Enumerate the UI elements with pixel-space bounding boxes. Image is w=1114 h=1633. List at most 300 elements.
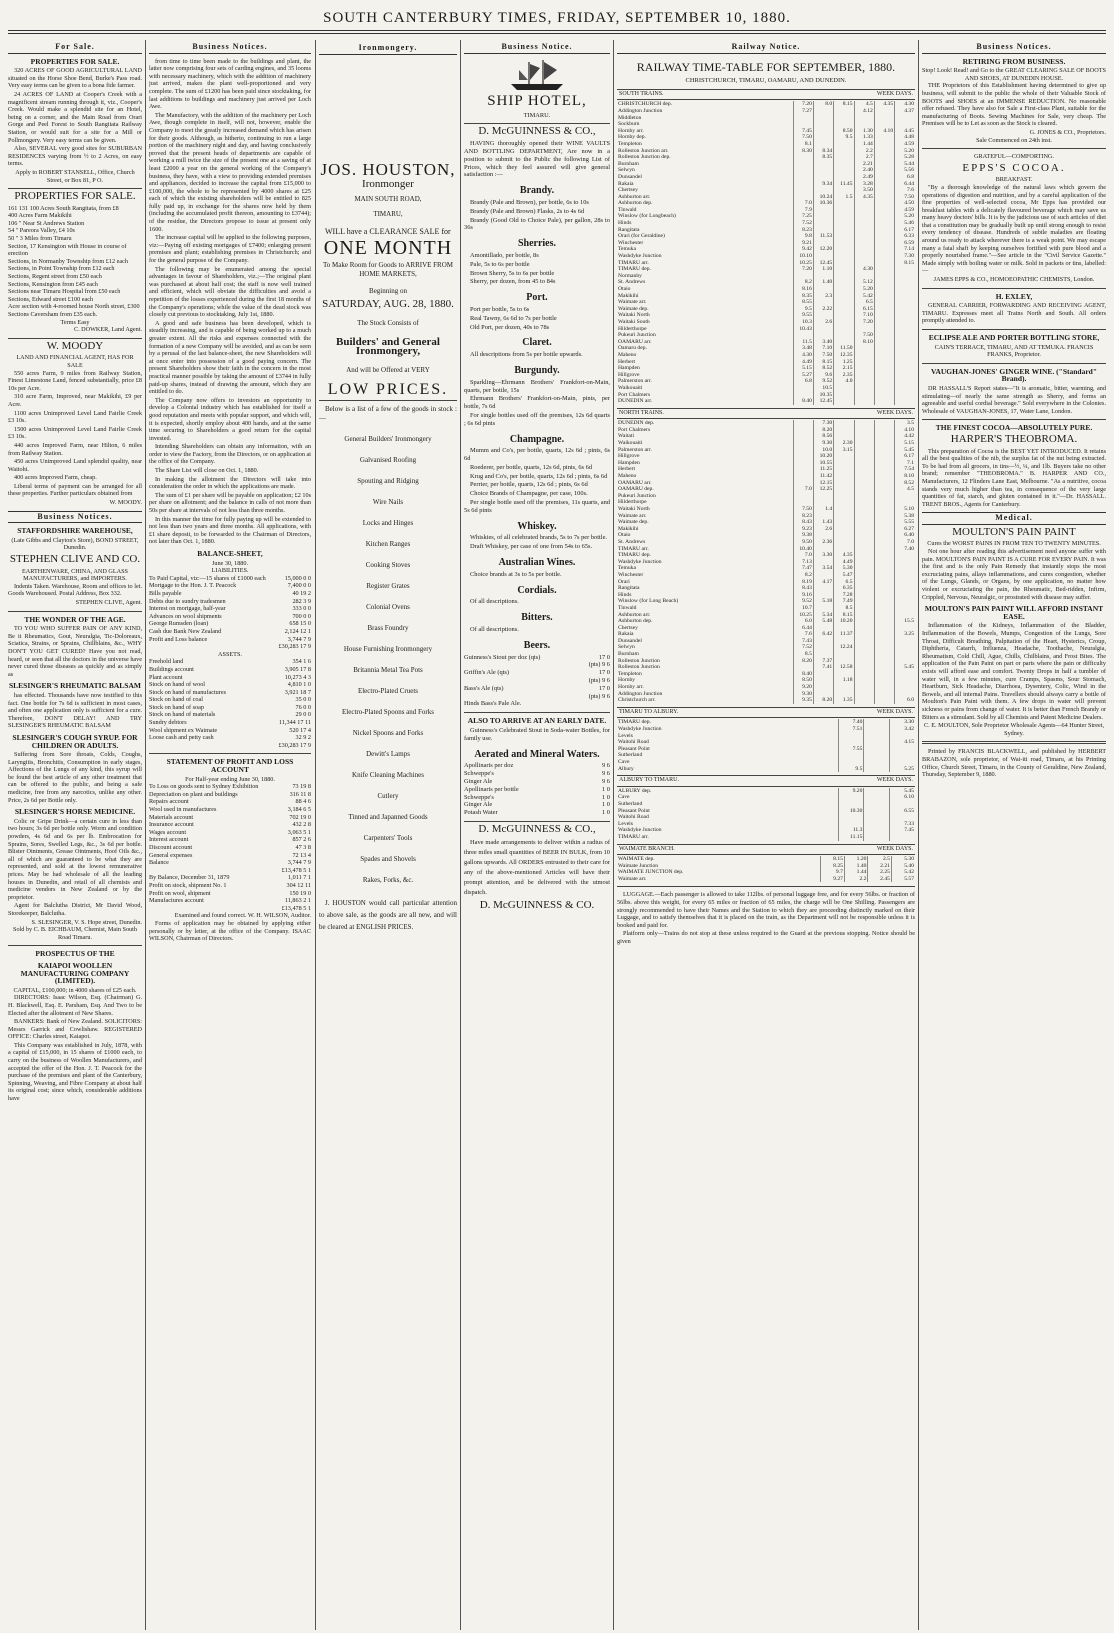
list-item: 400 Acres Farm Makikihi: [8, 212, 72, 220]
departure-time: 4.59: [895, 207, 915, 214]
ledger-row: [464, 778, 610, 786]
departure-time: [834, 200, 854, 207]
price-section-title: Whiskey.: [517, 520, 557, 532]
departure-time: 4.10: [895, 427, 915, 434]
ledger-item: Guinness's Stout per doz (qts): [464, 653, 541, 661]
station-name: Chertsey: [618, 624, 638, 631]
departure-time: [895, 559, 915, 566]
departure-time: 8.23: [793, 513, 813, 520]
departure-time: [854, 440, 874, 447]
departure-time: [854, 638, 874, 645]
ad-title: D. McGUINNESS & CO.,: [478, 822, 596, 835]
paragraph: Intending Shareholders can obtain any information, with an order to view the Factory, from the Directors, or on application at the office of the Company.: [149, 443, 311, 466]
timetable-row: [617, 739, 915, 746]
departure-time: [813, 220, 833, 227]
departure-time: [854, 697, 874, 704]
divider: [464, 712, 610, 713]
departure-time: [793, 460, 813, 467]
timetable-row: [617, 499, 915, 506]
ad-text: Below is a list of a few of the goods in stock :—: [319, 405, 457, 422]
timetable-row: [617, 345, 915, 352]
departure-time: [838, 759, 864, 766]
station-name: Waitaki North: [618, 312, 650, 319]
departure-time: 11.5: [793, 339, 813, 346]
departure-time: [874, 559, 894, 566]
departure-time: [864, 746, 890, 753]
departure-time: 4.49: [793, 359, 813, 366]
timetable-row: [617, 392, 915, 399]
goods-item: Carpenters' Tools: [363, 834, 413, 842]
departure-time: [854, 572, 874, 579]
ledger-amount: 354 1 6: [292, 658, 311, 666]
timetable-row: [617, 233, 915, 240]
ad-text: TO YOU WHO SUFFER PAIN OF ANY KIND, Be it Rheumatics, Gout, Neuralgia, Tic-Doloreaux, Sciatica, Strains, or Sprains, Chillblains, &c., WHY DON'T YOU GET CURED? Have you not read, heard, or seen that all the doctors in the universe have never cured those diseases as quickly and as simply as: [8, 625, 142, 678]
departure-time: [895, 326, 915, 333]
ledger-amount: 150 19 0: [289, 889, 311, 897]
departure-time: 2.2: [844, 876, 868, 883]
ledger-row: [149, 798, 311, 806]
departure-time: [874, 453, 894, 460]
station-name: Rakaia: [618, 631, 634, 638]
departure-time: 5.45: [895, 664, 915, 671]
departure-time: [895, 299, 915, 306]
departure-time: [793, 499, 813, 506]
departure-time: 3.42: [889, 726, 915, 733]
departure-time: 6.42: [813, 631, 833, 638]
ledger-amount: 316 11 8: [289, 790, 311, 798]
departure-time: [834, 392, 854, 399]
divider: [319, 400, 457, 401]
departure-time: 12.25: [813, 486, 833, 493]
imprint: Printed by FRANCIS BLACKWELL, and published by HERBERT BRABAZON, sole proprietor, of Wai-iti road, Timaru, at his Printing Office, Church Street, Timaru, in the County of Geraldine, New Zealand, Thursday, September 9, 1880.: [922, 748, 1106, 779]
departure-time: [874, 460, 894, 467]
station-name: Waikouaiti: [618, 440, 643, 447]
timetable-row: [617, 539, 915, 546]
timetable-row: [617, 876, 915, 883]
station-name: Temuka: [618, 565, 636, 572]
timetable-row: [617, 506, 915, 513]
departure-time: [874, 440, 894, 447]
station-name: Middleton: [618, 114, 642, 121]
departure-time: [813, 299, 833, 306]
timetable-row: [617, 766, 915, 773]
ledger-row: [464, 700, 610, 708]
departure-time: [874, 651, 894, 658]
departure-time: [864, 794, 890, 801]
ad-subtitle: EARTHENWARE, CHINA, AND GLASS MANUFACTURERS, and IMPORTERS.: [21, 567, 128, 583]
departure-time: [874, 691, 894, 698]
station-name: Burnham: [618, 160, 639, 167]
station-name: Addington Junction: [618, 107, 663, 114]
departure-time: [895, 352, 915, 359]
station-name: Templeton: [618, 670, 642, 677]
departure-time: [813, 546, 833, 553]
departure-time: [874, 671, 894, 678]
goods-item: House Furnishing Ironmongery: [343, 645, 433, 653]
list-item: 161 131 100 Acres South Rangitata, from £8: [8, 204, 119, 212]
timetable-timaru-albury: [617, 719, 915, 772]
departure-time: [813, 625, 833, 632]
ad-title: H. EXLEY,: [995, 291, 1033, 301]
timetable-row: [617, 121, 915, 128]
timetable-row: [617, 420, 915, 427]
timetable-albury-timaru: [617, 788, 915, 841]
timetable-row: [617, 733, 915, 740]
departure-time: 8.20: [793, 658, 813, 665]
station-name: Cave: [618, 758, 630, 765]
price-item: Amontillado, per bottle, 8s: [470, 251, 539, 259]
departure-time: 2.30: [834, 440, 854, 447]
departure-time: 6.15: [854, 306, 874, 313]
ledger-amount: 9 6: [602, 762, 610, 770]
ledger-amount: 333 0 0: [292, 605, 311, 613]
timetable-row: [617, 299, 915, 306]
station-name: Hilderthorpe: [618, 499, 647, 506]
departure-time: [895, 115, 915, 122]
departure-time: 9.5: [834, 134, 854, 141]
timetable-row: [617, 128, 915, 135]
departure-time: [854, 513, 874, 520]
ship-icon: [507, 58, 567, 92]
timetable-row: [617, 398, 915, 405]
departure-time: [864, 788, 890, 795]
ad-text: This Company was established in July, 1878, with a capital of £15,000, in 15 shares of £1000 each, to carry on the business of Woollen Manufacturers, and accepted the offer of the Hon. J. T. Peacock for the purchase of the premises and plant of the Canterbury, Spinning, Weaving, and Fibre Company at about half its original cost; since which, considerable additions have: [8, 1041, 142, 1103]
departure-time: [895, 293, 915, 300]
departure-time: 7.50: [793, 506, 813, 513]
departure-time: 6.44: [793, 625, 813, 632]
departure-time: [854, 684, 874, 691]
departure-time: 9.21: [793, 240, 813, 247]
departure-time: [793, 664, 813, 671]
departure-time: 5.56: [895, 167, 915, 174]
ledger-item: Depreciation on plant and buildings: [149, 790, 238, 798]
ledger-item: Balance: [149, 859, 169, 867]
departure-time: [874, 664, 894, 671]
ledger-item: Profit on wool, shipment: [149, 889, 211, 897]
ledger-amount: 9 6: [602, 770, 610, 778]
departure-time: 8.35: [793, 293, 813, 300]
departure-time: [813, 213, 833, 220]
station-name: Pukeuri Junction: [618, 492, 656, 499]
ad-text: Colic or Gripe Drink—a certain cure in less than two hours; 3s 6d per bottle only. Worm and condition powders, 4s 6d and 6s per lb. Embrocation for Sprains, Sores, Swelled Legs, &c., 3s 6d per bottle. Blister Ointments, Grease Ointments, Hoof Oils &c., all of which are guaranteed to be what they are represented, and sold at the lowest remunerative prices. May be had wholesale of all the leading houses in Dunedin, and retail of all chemists and medicine vendors in New Zealand or by the proprietor.: [8, 817, 142, 901]
departure-time: [813, 671, 833, 678]
departure-time: 1.18: [834, 677, 854, 684]
departure-time: 8.5: [793, 651, 813, 658]
departure-time: [838, 814, 864, 821]
ledger-item: To Paid Capital, viz:—15 shares of £1000 each: [149, 574, 266, 582]
departure-time: [889, 752, 915, 759]
departure-time: [895, 565, 915, 572]
departure-time: 9.5: [793, 306, 813, 313]
goods-item: Galvanised Roofing: [359, 456, 417, 464]
timetable-row: [617, 161, 915, 168]
departure-time: [895, 598, 915, 605]
departure-time: [854, 546, 874, 553]
departure-time: [813, 161, 833, 168]
departure-time: [793, 385, 813, 392]
departure-time: [834, 398, 854, 405]
departure-time: [854, 625, 874, 632]
timetable-row: [617, 631, 915, 638]
departure-time: [854, 345, 874, 352]
departure-time: [834, 460, 854, 467]
ledger-item: Plant account: [149, 673, 183, 681]
goods-item: Electro-Plated Cruets: [357, 687, 419, 695]
ledger-amount: 88 4 6: [295, 798, 311, 806]
ad-signature: C. E. MOULTON, Sole Proprietor Wholesale Agents—64 Hunter Street, Sydney.: [924, 722, 1104, 737]
list-item: Sections Caversham from £35 each.: [8, 311, 98, 318]
station-name: Hinds: [618, 220, 632, 227]
departure-time: 5.46: [895, 220, 915, 227]
departure-time: 9.52: [813, 378, 833, 385]
timetable-header: [617, 775, 915, 787]
station-name: Waimate dep.: [618, 305, 649, 312]
ledger-row: [149, 734, 311, 742]
departure-time: 8.15: [834, 101, 854, 108]
departure-time: [813, 187, 833, 194]
price-item: Krug and Co's, per bottle, quarts, 12s 6d ; pints, 6s 6d: [470, 472, 608, 480]
departure-time: 8.52: [895, 480, 915, 487]
departure-time: 6.8: [895, 174, 915, 181]
station-name: Temuka: [618, 246, 636, 253]
departure-time: [874, 293, 894, 300]
departure-time: 11.3: [838, 827, 864, 834]
ledger-item: Apollinaris per doz: [464, 762, 514, 770]
departure-time: 1.33: [854, 134, 874, 141]
departure-time: [834, 480, 854, 487]
departure-time: [854, 664, 874, 671]
departure-time: 3.48: [793, 345, 813, 352]
timetable-row: [617, 697, 915, 704]
departure-time: [854, 260, 874, 267]
departure-time: [813, 605, 833, 612]
departure-time: [834, 433, 854, 440]
price-item: Roederer, per bottle, quarts, 12s 6d, pints, 6s 6d: [470, 463, 593, 471]
departure-time: [854, 579, 874, 586]
station-name: Waimate arr.: [618, 875, 647, 882]
departure-time: [813, 513, 833, 520]
timetable-row: [617, 814, 915, 821]
departure-time: [813, 677, 833, 684]
departure-time: [834, 312, 854, 319]
ledger-item: Mortgage to the Hon. J. T. Peacock: [149, 582, 237, 590]
departure-time: [834, 240, 854, 247]
ad-title: STEPHEN CLIVE AND CO.: [9, 553, 141, 566]
ad-signature: STEPHEN CLIVE, Agent.: [75, 599, 142, 606]
departure-time: 8.15: [834, 612, 854, 619]
departure-time: 7.51: [838, 726, 864, 733]
timetable-row: [617, 108, 915, 115]
departure-time: 10.25: [793, 260, 813, 267]
timetable-row: [617, 827, 915, 834]
ad-headline: Builders' and General Ironmongery,: [336, 336, 440, 357]
list-item: Sections near Timaru Hospital from £50 each: [8, 288, 121, 296]
departure-time: [838, 733, 864, 740]
ledger-row: [464, 661, 610, 669]
ledger-row: [149, 829, 311, 837]
departure-time: 3.40: [813, 339, 833, 346]
departure-time: 5.48: [813, 618, 833, 625]
departure-time: [834, 266, 854, 273]
departure-time: 6.27: [895, 526, 915, 533]
departure-time: 4.48: [895, 134, 915, 141]
departure-time: 9.7: [821, 869, 845, 876]
departure-time: 9.8: [793, 233, 813, 240]
station-name: CHRISTCHURCH dep.: [618, 101, 673, 108]
price-item: Pale, 5s to 6s per bottle: [470, 260, 530, 268]
departure-time: [854, 227, 874, 234]
departure-time: [895, 121, 915, 128]
departure-time: [834, 220, 854, 227]
departure-time: [864, 808, 890, 815]
departure-time: [874, 427, 894, 434]
departure-time: [793, 473, 813, 480]
departure-time: [834, 506, 854, 513]
departure-time: [895, 644, 915, 651]
timetable-south: [617, 101, 915, 404]
departure-time: [854, 466, 874, 473]
list-item: 450 acres Unimproved Land splendid quality, near Waitohi.: [8, 458, 142, 473]
goods-item: Cutlery: [377, 792, 399, 800]
departure-time: 10.36: [813, 200, 833, 207]
list-item: Sections, Kensington from £45 each: [8, 280, 98, 288]
departure-time: 1.4: [813, 506, 833, 513]
station-name: Levels: [618, 820, 633, 827]
ad-subtitle: (Late Gibbs and Clayton's Store), BOND STREET, Dunedin.: [11, 536, 139, 552]
timetable-row: [617, 559, 915, 566]
departure-time: 8.52: [813, 365, 833, 372]
ledger-item: Stock on hand of manufactures: [149, 688, 226, 696]
timetable-row: [617, 638, 915, 645]
station-name: Rakaia: [618, 180, 634, 187]
departure-time: [864, 739, 890, 746]
ad-subtitle: Stop! Look! Read! and Go to the GREAT CLEARING SALE OF BOOTS AND SHOES, AT DUNEDIN HOUSE.: [922, 67, 1106, 82]
departure-time: [874, 227, 894, 234]
timetable-row: [617, 148, 915, 155]
departure-time: [874, 539, 894, 546]
departure-time: [834, 473, 854, 480]
paragraph: In this manner the time for fully paying up will be extended to not less than two years and three months. All applications, with £1 share deposit, to be forwarded to the Chairman of Directors, not later than Oct. 1, 1880.: [149, 515, 311, 546]
departure-time: 2.25: [868, 869, 892, 876]
station-name: Sockburn: [618, 121, 640, 128]
departure-time: [813, 644, 833, 651]
paragraph: The following may be enumerated among the special advantages in favour of Shareholders, viz.;—The original plant was purchased at about half cost; the staff is now well trained and efficient, which will obviate the difficulties and avoid a repetition of the losses experienced during the first 18 months of the Company's operations; while the value of the dead stock was closely cut previous to stocktaking, July 1st, 1880.: [149, 265, 311, 319]
departure-time: [854, 246, 874, 253]
goods-item: Cooking Stoves: [365, 561, 411, 569]
departure-time: 7.20: [793, 101, 813, 108]
departure-time: [813, 115, 833, 122]
departure-time: 8.10: [895, 473, 915, 480]
ledger-amount: 32 9 2: [295, 734, 311, 742]
departure-time: [834, 427, 854, 434]
departure-time: [793, 466, 813, 473]
ledger-row: [149, 575, 311, 583]
departure-time: 11.42: [813, 473, 833, 480]
departure-time: 8.35: [813, 154, 833, 161]
price-list: [464, 654, 610, 709]
departure-time: [895, 579, 915, 586]
departure-time: [854, 433, 874, 440]
departure-time: 4.37: [895, 108, 915, 115]
departure-time: [854, 598, 874, 605]
departure-time: [895, 625, 915, 632]
departure-time: [874, 115, 894, 122]
price-item: Real Tawny, 6s 6d to 7s per bottle: [470, 314, 557, 322]
departure-time: 7.54: [895, 466, 915, 473]
ad-address: MAIN SOUTH ROAD,: [354, 195, 422, 203]
ad-title: SHIP HOTEL,: [487, 92, 587, 109]
ad-signature: D. McGUINNESS & CO.: [479, 898, 595, 911]
ad-title: EPPS'S COCOA.: [962, 161, 1066, 174]
departure-time: 5.15: [895, 440, 915, 447]
departure-time: [874, 565, 894, 572]
departure-time: [813, 651, 833, 658]
ledger: [149, 874, 311, 912]
ledger-item: General expenses: [149, 851, 193, 859]
notice-text: Platform only—Trains do not stop at these unless required to the Guard at the previous stopping. Notice should be given: [617, 930, 915, 946]
timetable-row: [617, 286, 915, 293]
departure-time: 8.20: [813, 697, 833, 704]
departure-time: 9.52: [793, 598, 813, 605]
ledger-amount: 2,124 12 1: [284, 627, 311, 635]
price-section-title: Champagne.: [509, 433, 565, 445]
ad-text: CAIN'S TERRACE, TIMARU, AND AT TEMUKA. FRANCIS FRANKS, Proprietor.: [934, 343, 1094, 359]
ad-text: Suffering from Sore throats, Colds, Coughs, Laryngitis, Bronchitis, Consumption in early stages, Affections of the Lungs of any kind, this syrup will be found the best article of any other treatment that can be offered to the public, and being a safe medicine, free from any narcotics, unlike any other. Price, 2s 6d per Bottle only.: [8, 751, 142, 804]
ad-signature: S. SLESINGER, V. S. Hope street, Dunedin.: [31, 918, 142, 926]
ad-title: SLESINGER'S HORSE MEDICINE.: [14, 807, 136, 817]
ledger-row: [464, 770, 610, 778]
timetable-row: [617, 187, 915, 194]
column-ship-hotel: [464, 42, 610, 1628]
ledger-amount: (pts) 9 6: [588, 692, 610, 700]
ledger-row: [149, 704, 311, 712]
departure-time: 8.50: [834, 128, 854, 135]
ad-text: GENERAL CARRIER, FORWARDING AND RECEIVING AGENT, TIMARU. Expresses meet all Trains North and South. All orders promptly attended to.: [922, 302, 1106, 325]
price-section-title: Beers.: [523, 639, 551, 651]
ad-text: Sale Commenced on 24th inst.: [976, 136, 1052, 144]
list-item: 400 acres Improved Farm, cheap.: [14, 474, 97, 482]
ledger-row: [464, 801, 610, 809]
ad-subtitle: CAPITAL, £100,000; in 4000 shares of £25 each.: [13, 986, 137, 994]
departure-time: 10.0: [813, 447, 833, 454]
departure-time: [874, 200, 894, 207]
ledger-row: [464, 794, 610, 802]
departure-time: [834, 453, 854, 460]
station-name: Palmerston arr.: [618, 446, 652, 453]
ledger-item: By Balance, December 31, 1879: [149, 874, 230, 882]
ledger-item: Schweppe's: [464, 770, 494, 778]
departure-time: [854, 526, 874, 533]
departure-time: 7.6: [895, 187, 915, 194]
departure-time: [874, 677, 894, 684]
departure-time: 6.17: [895, 453, 915, 460]
departure-time: 8.40: [793, 398, 813, 405]
price-section-title: Sherries.: [517, 238, 557, 250]
departure-time: 1.35: [834, 697, 854, 704]
station-name: Addington Junction: [618, 690, 663, 697]
station-name: Orari: [618, 578, 630, 585]
departure-time: [834, 539, 854, 546]
departure-time: [793, 420, 813, 427]
departure-time: [874, 552, 894, 559]
ledger-item: Materials account: [149, 813, 194, 821]
departure-time: [864, 834, 890, 841]
departure-time: 2.6: [813, 319, 833, 326]
timetable-row: [617, 618, 915, 625]
departure-time: 4.30: [854, 266, 874, 273]
ad-signature: G. JONES & CO., Proprietors.: [1029, 128, 1106, 136]
departure-time: 7.50: [793, 134, 813, 141]
